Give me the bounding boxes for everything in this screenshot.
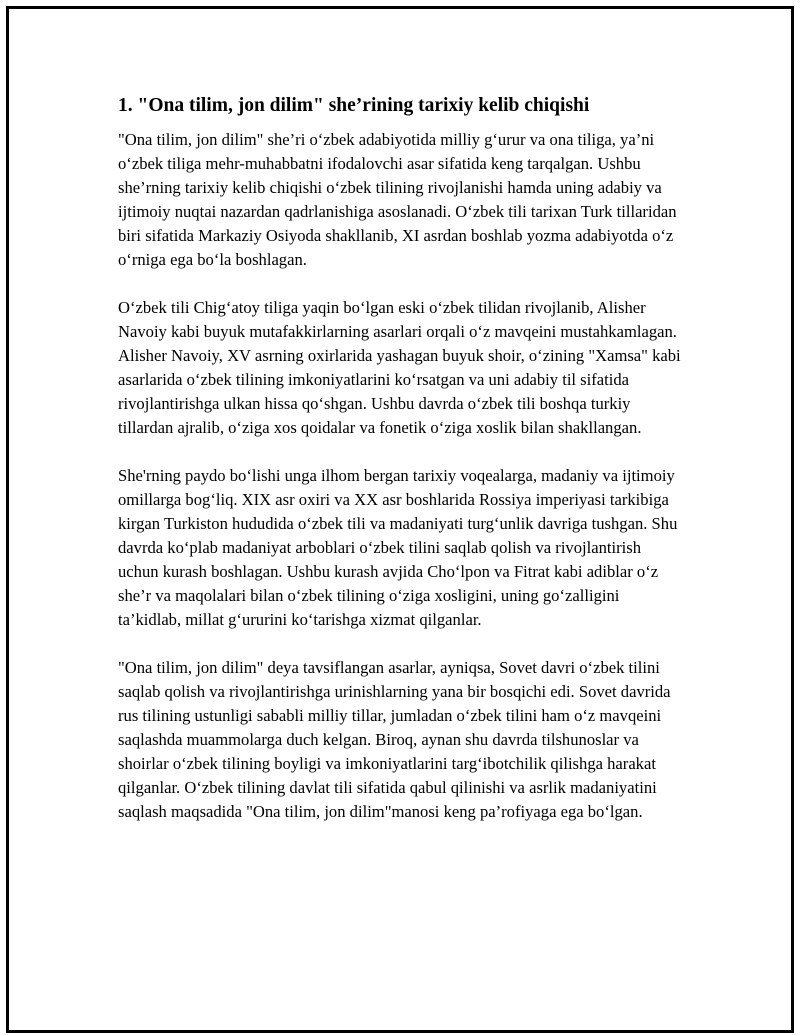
paragraph-2: O‘zbek tili Chig‘atoy tiliga yaqin bo‘lgan eski o‘zbek tilidan rivojlanib, Alisher Navoiy kabi buyuk mutafakkirlarning asarlari orqali o‘z mavqeini mustahkamlagan. Alisher Navoiy, XV asrning oxirlarida yashagan buyuk shoir, o‘zining "Xamsa" kabi asarlarida o‘zbek tilining imkoniyatlarini ko‘rsatgan va uni adabiy til sifatida rivojlantirishga ulkan hissa qo‘shgan. Ushbu davrda o‘zbek tili boshqa turkiy tillardan ajralib, o‘ziga xos qoidalar va fonetik o‘ziga xoslik bilan shakllangan.	[118, 298, 681, 437]
paragraph-4: "Ona tilim, jon dilim" deya tavsiflangan asarlar, ayniqsa, Sovet davri o‘zbek tilini saqlab qolish va rivojlantirishga urinishlarning yana bir bosqichi edi. Sovet davrida rus tilining ustunligi sababli milliy tillar, jumladan o‘zbek tilini ham o‘z mavqeini saqlashda muammolarga duch kelgan. Biroq, aynan shu davrda tilshunoslar va shoirlar o‘zbek tilining boyligi va imkoniyatlarini targ‘ibotchilik qilishga harakat qilganlar. O‘zbek tilining davlat tili sifatida qabul qilinishi va asrlik madaniyatini saqlash maqsadida "Ona tilim, jon dilim"manosi keng pa’rofiyaga ega bo‘lgan.	[118, 658, 671, 821]
paragraph-3: She'rning paydo bo‘lishi unga ilhom bergan tarixiy voqealarga, madaniy va ijtimoiy omillarga bog‘liq. XIX asr oxiri va XX asr boshlarida Rossiya imperiyasi tarkibiga kirgan Turkiston hududida o‘zbek tili va madaniyati turg‘unlik davriga tushgan. Shu davrda ko‘plab madaniyat arboblari o‘zbek tilini saqlab qolish va rivojlantirish uchun kurash boshlagan. Ushbu kurash avjida Cho‘lpon va Fitrat kabi adiblar o‘z she’r va maqolalari bilan o‘zbek tilining o‘ziga xosligini, uning go‘zalligini ta’kidlab, millat g‘ururini ko‘tarishga xizmat qilganlar.	[118, 466, 678, 629]
section-heading: 1. "Ona tilim, jon dilim" she’rining tarixiy kelib chiqishi	[118, 95, 590, 116]
document-body	[118, 92, 684, 824]
paragraph-1: "Ona tilim, jon dilim" she’ri o‘zbek adabiyotida milliy g‘urur va ona tiliga, ya’ni o‘zbek tiliga mehr-muhabbatni ifodalovchi asar sifatida keng tarqalgan. Ushbu she’rning tarixiy kelib chiqishi o‘zbek tilining rivojlanishi hamda uning adabiy va ijtimoiy nuqtai nazardan qadrlanishiga asoslanadi. O‘zbek tili tarixan Turk tillaridan biri sifatida Markaziy Osiyoda shakllanib, XI asrdan boshlab yozma adabiyotda o‘z o‘rniga ega bo‘la boshlagan.	[118, 130, 677, 269]
